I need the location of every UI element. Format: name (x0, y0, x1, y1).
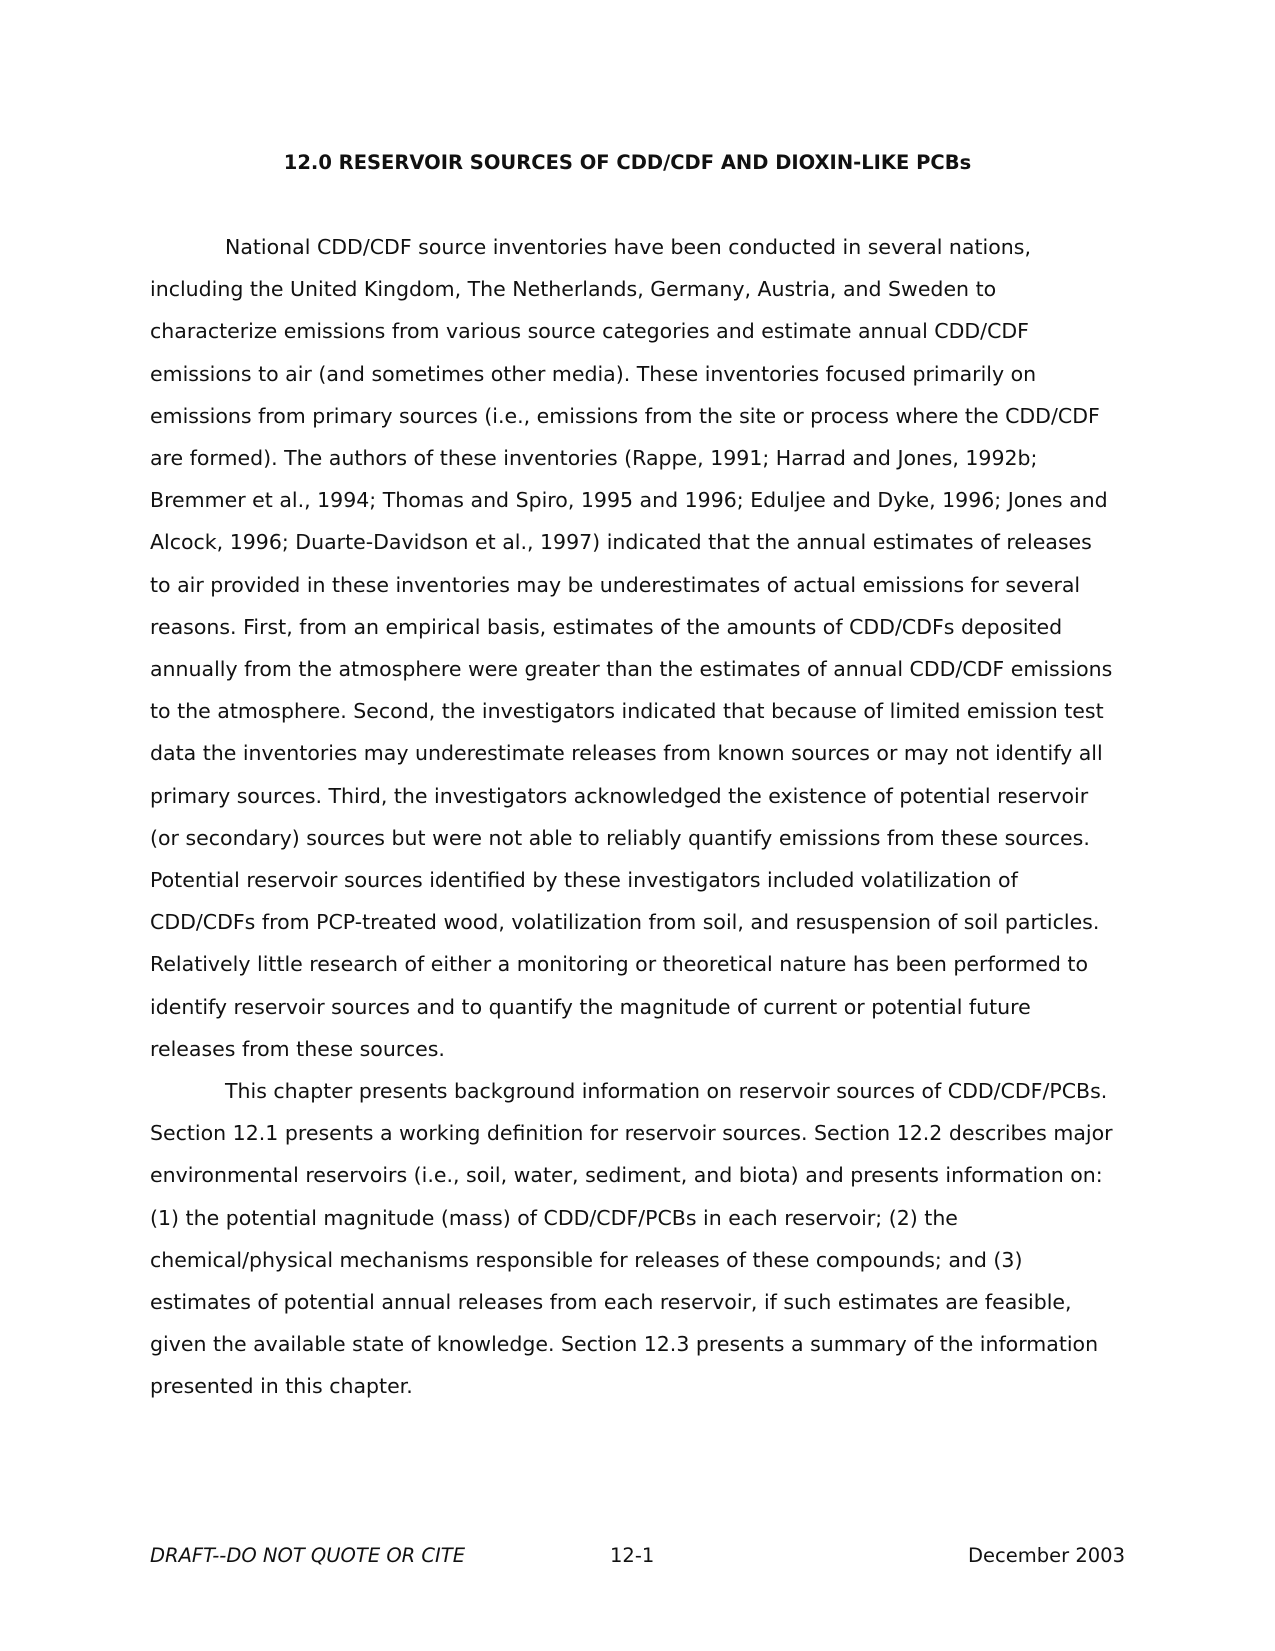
body-text (150, 226, 1118, 1408)
footer-date: December 2003 (968, 1544, 1125, 1567)
draft-notice: DRAFT--DO NOT QUOTE OR CITE (150, 1544, 466, 1567)
section-title: 12.0 RESERVOIR SOURCES OF CDD/CDF AND DIOXIN-LIKE PCBs (283, 151, 972, 174)
paragraph-2: This chapter presents background information on reservoir sources of CDD/CDF/PCBs. Section 12.1 presents a working definition for reservoir sources. Section 12.2 describes major environmental reservoirs (i.e., soil, water, sediment, and biota) and presents information on: (1) the potential magnitude (mass) of CDD/CDF/PCBs in each reservoir; (2) the chemical/physical mechanisms responsible for releases of these compounds; and (3) estimates of potential annual releases from each reservoir, if such estimates are feasible, given the available state of knowledge. Section 12.3 presents a summary of the information presented in this chapter. (150, 1079, 1113, 1399)
paragraph-1: National CDD/CDF source inventories have been conducted in several nations, including the United Kingdom, The Netherlands, Germany, Austria, and Sweden to characterize emissions from various source categories and estimate annual CDD/CDF emissions to air (and sometimes other media). These inventories focused primarily on emissions from primary sources (i.e., emissions from the site or process where the CDD/CDF are formed). The authors of these inventories (Rappe, 1991; Harrad and Jones, 1992b; Bremmer et al., 1994; Thomas and Spiro, 1995 and 1996; Eduljee and Dyke, 1996; Jones and Alcock, 1996; Duarte-Davidson et al., 1997) indicated that the annual estimates of releases to air provided in these inventories may be underestimates of actual emissions for several reasons. First, from an empirical basis, estimates of the amounts of CDD/CDFs deposited annually from the atmosphere were greater than the estimates of annual CDD/CDF emissions to the atmosphere. Second, the investigators indicated that because of limited emission test data the inventories may underestimate releases from known sources or may not identify all primary sources. Third, the investigators acknowledged the existence of potential reservoir (or secondary) sources but were not able to reliably quantify emissions from these sources. Potential reservoir sources identified by these investigators included volatilization of CDD/CDFs from PCP-treated wood, volatilization from soil, and resuspension of soil particles. Relatively little research of either a monitoring or theoretical nature has been performed to identify reservoir sources and to quantify the magnitude of current or potential future releases from these sources. (150, 235, 1113, 1061)
page-number: 12-1 (610, 1544, 655, 1567)
page-footer (150, 1542, 1125, 1570)
